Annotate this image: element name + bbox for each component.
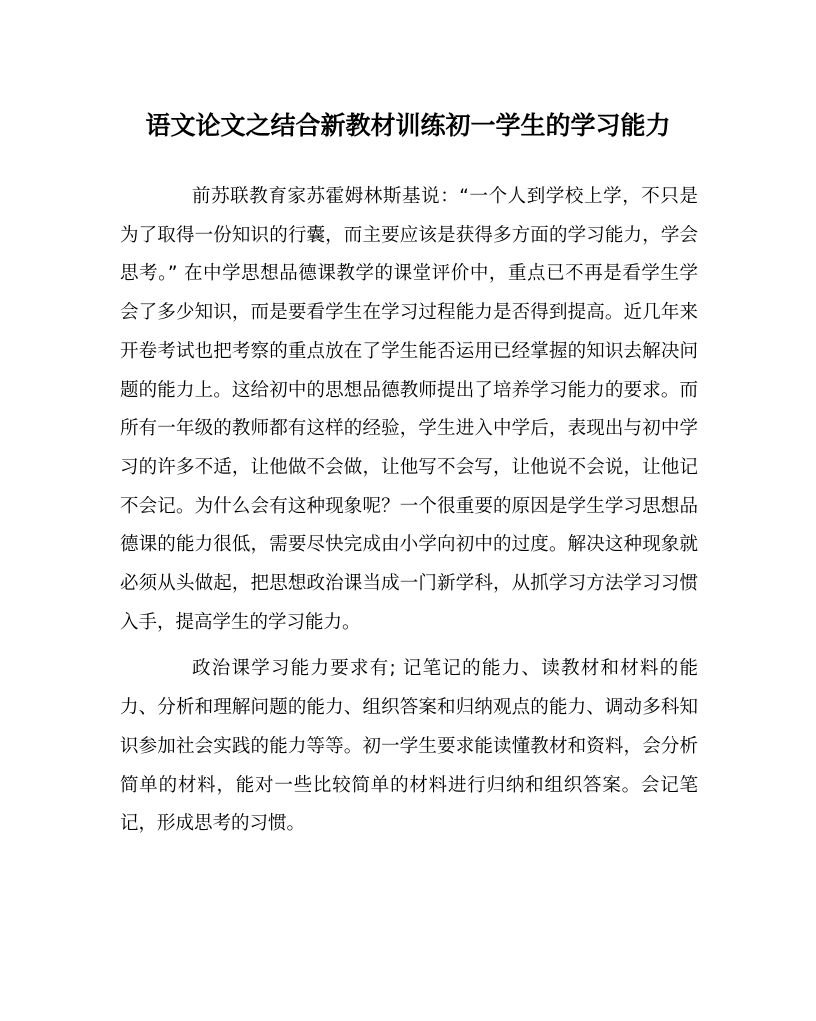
paragraph-2: 政治课学习能力要求有; 记笔记的能力、读教材和材料的能力、分析和理解问题的能力、组织答案和归纳观点的能力、调动多科知识参加社会实践的能力等等。初一学生要求能读懂教材和资料，会分析简单的材料，能对一些比较简单的材料进行归纳和组织答案。会记笔记，形成思考的习惯。	[120, 658, 698, 835]
paragraph-1: 前苏联教育家苏霍姆林斯基说：“一个人到学校上学，不只是为了取得一份知识的行囊，而主要应该是获得多方面的学习能力，学会思考。” 在中学思想品德课教学的课堂评价中，重点已不再是看学生学会了多少知识，而是要看学生在学习过程能力是否得到提高。近几年来开卷考试也把考察的重点放在了学生能否运用已经掌握的知识去解决问题的能力上。这给初中的思想品德教师提出了培养学习能力的要求。而所有一年级的教师都有这样的经验，学生进入中学后，表现出与初中学习的许多不适，让他做不会做，让他写不会写，让他说不会说，让他记不会记。为什么会有这种现象呢？一个很重要的原因是学生学习思想品德课的能力很低，需要尽快完成由小学向初中的过度。解决这种现象就必须从头做起，把思想政治课当成一门新学科，从抓学习方法学习习惯入手，提高学生的学习能力。	[120, 186, 698, 633]
document-title: 语文论文之结合新教材训练初一学生的学习能力	[145, 111, 671, 140]
document-body	[120, 178, 698, 844]
